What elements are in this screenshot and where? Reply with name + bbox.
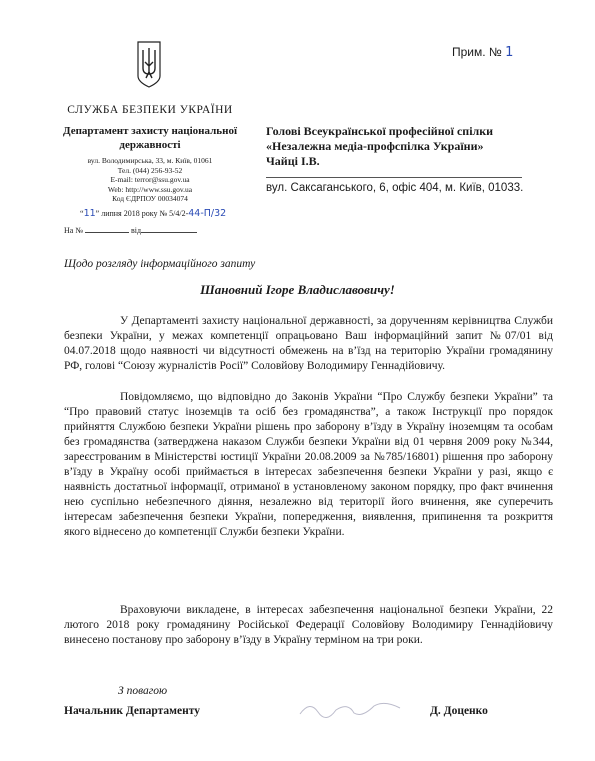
recipient-name: Чайці І.В. bbox=[266, 154, 320, 168]
sender-web: Web: http://www.ssu.gov.ua bbox=[107, 184, 193, 194]
recipient-block bbox=[266, 124, 556, 169]
outgoing-handwritten-number: 44-П/32 bbox=[188, 208, 227, 219]
annex-label: Прим. № bbox=[452, 45, 502, 59]
sender-email: E-mail: terror@ssu.gov.ua bbox=[110, 175, 190, 184]
sender-phone: Тел. (044) 256-93-52 bbox=[117, 165, 183, 175]
signatory-name: Д. Доценко bbox=[430, 705, 488, 717]
coat-of-arms-icon bbox=[136, 40, 162, 88]
signature-image bbox=[296, 698, 406, 725]
recipient-line-1: Голові Всеукраїнської професійної спілки bbox=[266, 124, 494, 138]
incoming-number-label: На № bbox=[64, 226, 83, 235]
incoming-date-label: від bbox=[130, 226, 142, 235]
outgoing-day: 11 bbox=[83, 208, 96, 219]
body-paragraph-3: Враховуючи викладене, в інтересах забезпечення національної безпеки України, 22 лютого 2018 року громадянину Російської Федерації Соловйову Володимиру Геннадійовичу винесено постанову про заборону в’їзду в Україну терміном на три роки. bbox=[64, 604, 553, 646]
recipient-divider bbox=[266, 177, 522, 178]
subject-line: Щодо розгляду інформаційного запиту bbox=[64, 258, 256, 270]
signatory-title: Начальник Департаменту bbox=[64, 705, 200, 717]
incoming-date-blank bbox=[141, 224, 197, 233]
sender-contacts bbox=[60, 156, 240, 204]
greeting: Шановний Ігоре Владиславовичу! bbox=[200, 282, 395, 297]
annex-number bbox=[452, 45, 513, 60]
annex-handwritten-number: 1 bbox=[505, 45, 514, 60]
agency-name: СЛУЖБА БЕЗПЕКИ УКРАЇНИ bbox=[67, 104, 233, 116]
body-paragraph-1: У Департаменті захисту національної державності, за дорученням керівництва Служби безпеки України, у межах компетенції опрацьовано Ваш інформаційний запит №07/01 від 04.07.2018 щодо наявності чи відсутності обмежень на в’їзд на територію України громадянину РФ, голові “Союзу журналістів Росії” Соловйову Володимиру Геннадійовичу. bbox=[64, 315, 553, 372]
closing-regards: З повагою bbox=[118, 685, 168, 697]
recipient-line-2: «Незалежна медіа-профспілка України» bbox=[266, 139, 484, 153]
incoming-reference bbox=[64, 224, 197, 235]
outgoing-date-number: ” липня 2018 року № 5/4/2- bbox=[95, 209, 189, 218]
recipient-address: вул. Саксаганського, 6, офіс 404, м. Київ, 01033. bbox=[266, 182, 524, 194]
outgoing-reference: “11” липня 2018 року № 5/4/2-44-П/32 bbox=[80, 208, 227, 219]
incoming-number-blank bbox=[85, 224, 129, 233]
body-paragraph-2: Повідомляємо, що відповідно до Законів України “Про Службу безпеки України” та “Про правовий статус іноземців та осіб без громадянства”, а також Інструкції про порядок прийняття Службою безпеки України рішень про заборону в’їзду в Україну іноземцям та особам без громадянства (затверджена наказом Служби безпеки України від 01 червня 2009 року №344, зареєстрованим в Міністерстві юстиції України 20.08.2009 за №785/16801) рішення про заборону в’їзду в Україну особі приймається в інтересах забезпечення безпеки України у разі, якщо є наявність достатньої інформації, отриманої в установленому законом порядку, про факт вчинення нею суспільно небезпечного діяння, незалежно від території його вчинення, яке суперечить інтересам забезпечення безпеки України, попередження, виявлення, припинення та розкриття якого віднесено до компетенції Служби безпеки України. bbox=[64, 391, 553, 538]
sender-edrpou: Код ЄДРПОУ 00034074 bbox=[112, 194, 188, 203]
department-name: Департамент захисту національної державності bbox=[63, 125, 237, 151]
sender-address: вул. Володимирська, 33, м. Київ, 01061 bbox=[87, 156, 213, 165]
